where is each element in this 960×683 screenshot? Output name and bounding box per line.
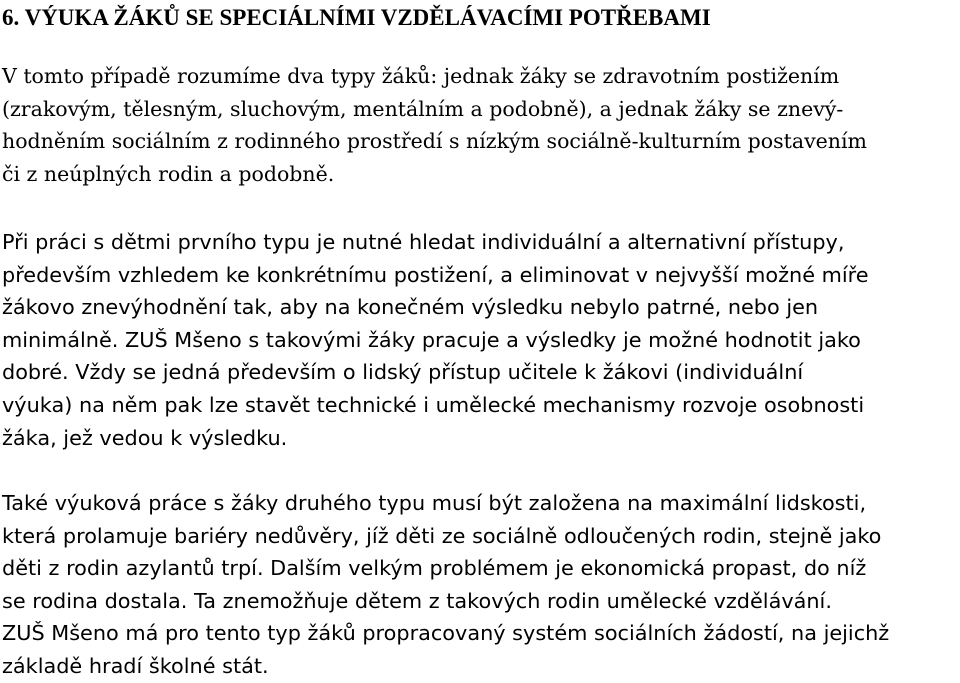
text-line: minimálně. ZUŠ Mšeno s takovými žáky pracuje a výsledky je možné hodnotit jako bbox=[2, 327, 861, 352]
text-line: ZUŠ Mšeno má pro tento typ žáků propracovaný systém sociálních žádostí, na jejichž bbox=[2, 621, 890, 646]
text-line: výuka) na něm pak lze stavět technické i umělecké mechanismy rozvoje osobnosti bbox=[2, 392, 865, 417]
paragraph-second-type bbox=[2, 487, 889, 683]
text-line: děti z rodin azylantů trpí. Dalším velkým problémem je ekonomická propast, do níž bbox=[2, 556, 867, 581]
text-line: se rodina dostala. Ta znemožňuje dětem z takových rodin umělecké vzdělávání. bbox=[2, 588, 832, 613]
text-line: žáka, jež vedou k výsledku. bbox=[2, 425, 288, 450]
text-line: Při práci s dětmi prvního typu je nutné hledat individuální a alternativní přístupy, bbox=[2, 230, 845, 254]
paragraph-first-type bbox=[2, 226, 869, 454]
text-line: (zrakovým, tělesným, sluchovým, mentálním a podobně), a jednak žáky se znevý- bbox=[2, 96, 844, 121]
text-line: žákovo znevýhodnění tak, aby na konečném výsledku nebylo patrné, nebo jen bbox=[2, 295, 819, 320]
text-line: která prolamuje bariéry nedůvěry, jíž děti ze sociálně odloučených rodin, stejně jako bbox=[2, 523, 882, 548]
text-line: hodněním sociálním z rodinného prostředí s nízkým sociálně-kulturním postavením bbox=[2, 129, 867, 154]
text-line: základě hradí školné stát. bbox=[2, 653, 269, 678]
text-line: především vzhledem ke konkrétnímu postižení, a eliminovat v nejvyšší možné míře bbox=[2, 262, 869, 287]
text-line: V tomto případě rozumíme dva typy žáků: jednak žáky se zdravotním postižením bbox=[2, 64, 840, 88]
text-line: Také výuková práce s žáky druhého typu musí být založena na maximální lidskosti, bbox=[2, 491, 867, 515]
text-line: dobré. Vždy se jedná především o lidský přístup učitele k žákovi (individuální bbox=[2, 360, 804, 385]
paragraph-student-types bbox=[2, 60, 867, 190]
text-line: či z neúplných rodin a podobně. bbox=[2, 161, 335, 186]
section-heading: 6. VÝUKA ŽÁKŮ SE SPECIÁLNÍMI VZDĚLÁVACÍMI POTŘEBAMI bbox=[2, 5, 711, 30]
